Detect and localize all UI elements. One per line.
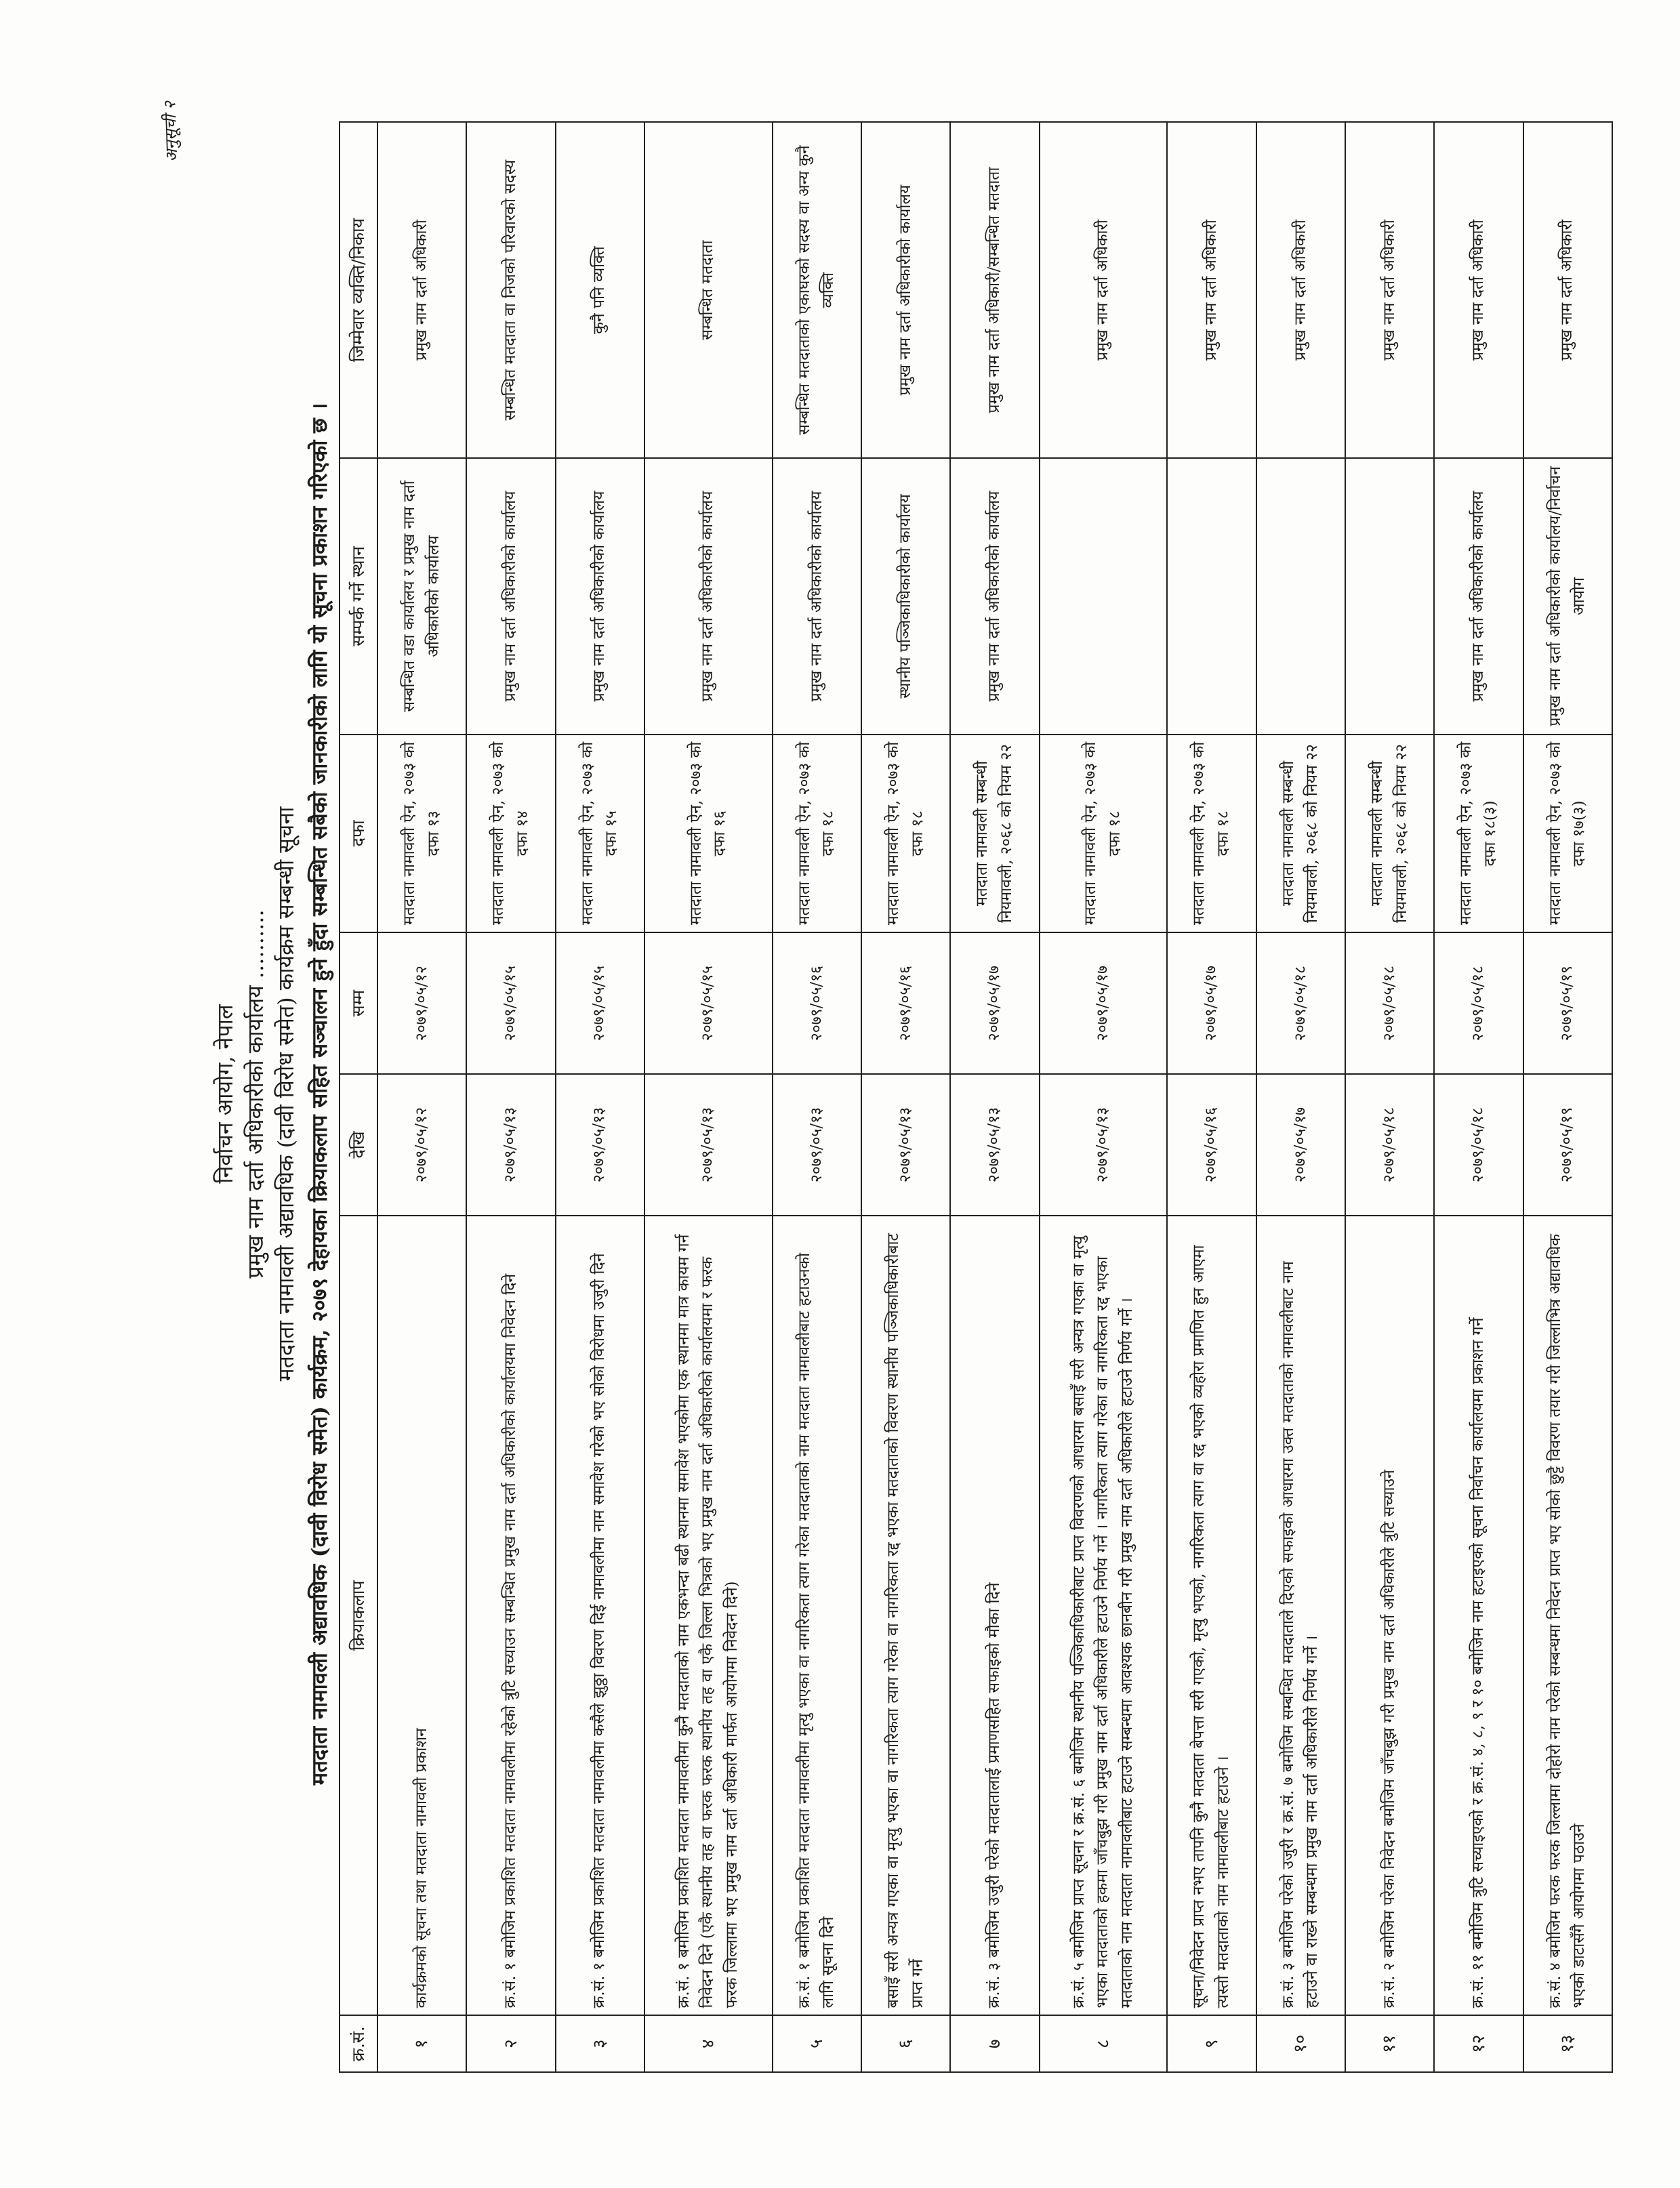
row-sn: ७ [950,2015,1039,2072]
row-to: २०७९/०५/१७ [950,932,1039,1074]
row-from: २०७९/०५/१३ [644,1074,773,1216]
row-contact: प्रमुख नाम दर्ता अधिकारीको कार्यालय [1434,458,1523,734]
row-to: २०७९/०५/१८ [1345,932,1434,1074]
row-responsible: प्रमुख नाम दर्ता अधिकारी [1040,122,1168,458]
table-row [556,122,644,2072]
row-responsible: प्रमुख नाम दर्ता अधिकारी [1434,122,1523,458]
row-sn: १२ [1434,2015,1523,2072]
row-to: २०७९/०५/१६ [861,932,950,1074]
row-to: २०७९/०५/१८ [1434,932,1523,1074]
table-row [377,122,466,2072]
row-from: २०७९/०५/१८ [1345,1074,1434,1216]
row-section: मतदाता नामावली ऐन, २०७३ को दफा १५ [556,735,644,933]
row-section: मतदाता नामावली ऐन, २०७३ को दफा १३ [377,735,466,933]
organization-name: निर्वाचन आयोग, नेपाल [212,1004,238,1184]
header-sn: क्र.सं. [340,2015,377,2072]
row-contact: प्रमुख नाम दर्ता अधिकारीको कार्यालय [950,458,1039,734]
row-activity: क्र.सं. ११ बमोजिम त्रुटि सच्याइएको र क्र.सं. ४, ८, ९ र १० बमोजिम नाम हटाइएको सूचना निर्वाचन कार्यालयमा प्रकाशन गर्ने [1434,1216,1523,2015]
table-row [861,122,950,2072]
row-activity: क्र.सं. ४ बमोजिम फरक फरक जिल्लामा दोहोरो नाम परेको सम्बन्धमा निवेदन प्राप्त भए सोको छुट्टै विवरण तयार गरी जिल्लाभित्र अद्यावधिक भएको डाटासँगै आयोगमा पठाउने [1523,1216,1612,2015]
row-from: २०७९/०५/१७ [1256,1074,1345,1216]
row-section: मतदाता नामावली ऐन, २०७३ को दफा १८ [773,735,861,933]
row-to: २०७९/०५/१५ [644,932,773,1074]
row-contact: प्रमुख नाम दर्ता अधिकारीको कार्यालय/निर्वाचन आयोग [1523,458,1612,734]
row-from: २०७९/०५/१३ [950,1074,1039,1216]
row-contact: प्रमुख नाम दर्ता अधिकारीको कार्यालय [556,458,644,734]
table-row [1040,122,1168,2072]
table-row [644,122,773,2072]
row-contact: स्थानीय पञ्जिकाधिकारीको कार्यालय [861,458,950,734]
table-row [1345,122,1434,2072]
table-row [950,122,1039,2072]
row-responsible: प्रमुख नाम दर्ता अधिकारी [1256,122,1345,458]
row-section: मतदाता नामावली ऐन, २०७३ को दफा १८ [1167,735,1256,933]
row-section: मतदाता नामावली ऐन, २०७३ को दफा १४ [466,735,555,933]
header-activity: क्रियाकलाप [340,1216,377,2015]
row-responsible: सम्बन्धित मतदाताको एकाघरको सदस्य वा अन्य कुनै व्यक्ति [773,122,861,458]
header-section: दफा [340,735,377,933]
row-to: २०७९/०५/१५ [466,932,555,1074]
row-to: २०७९/०५/१५ [556,932,644,1074]
row-activity: सूचना/निवेदन प्राप्त नभए तापनि कुनै मतदाता बेपत्ता सरी गएको, मृत्यु भएको, नागरिकता त्याग वा रद्द भएको व्यहोरा प्रमाणित हुन आएमा त्यस्तो मतदाताको नाम नामावलीबाट हटाउने । [1167,1216,1256,2015]
row-sn: ६ [861,2015,950,2072]
row-activity: क्र.सं. १ बमोजिम प्रकाशित मतदाता नामावलीमा कुनै मतदाताको नाम एकभन्दा बढी स्थानमा समावेश भएकोमा एक स्थानमा मात्र कायम गर्न निवेदन दिने (एकै स्थानीय तह वा फरक फरक स्थानीय तह वा एकै जिल्ला भित्रको भए प्रमुख नाम दर्ता अधिकारीको कार्यालयमा र फरक फरक जिल्लामा भए प्रमुख नाम दर्ता अधिकारी मार्फत आयोगमा निवेदन दिने) [644,1216,773,2015]
row-activity: क्र.सं. ३ बमोजिम परेको उजुरी र क्र.सं. ७ बमोजिम सम्बन्धित मतदाताले दिएको सफाइको आधारमा उक्त मतदाताको नामावलीबाट नाम हटाउने वा राख्ने सम्बन्धमा प्रमुख नाम दर्ता अधिकारीले निर्णय गर्ने । [1256,1216,1345,2015]
row-responsible: प्रमुख नाम दर्ता अधिकारीको कार्यालय [861,122,950,458]
schedule-table [339,121,1613,2073]
row-contact: प्रमुख नाम दर्ता अधिकारीको कार्यालय [773,458,861,734]
row-contact: सम्बन्धित वडा कार्यालय र प्रमुख नाम दर्ता अधिकारीको कार्यालय [377,458,466,734]
row-section: मतदाता नामावली ऐन, २०७३ को दफा १७(३) [1523,735,1612,933]
row-responsible: कुनै पनि व्यक्ति [556,122,644,458]
row-sn: ५ [773,2015,861,2072]
row-to: २०७९/०५/१९ [1523,932,1612,1074]
table-row [1434,122,1523,2072]
row-from: २०७९/०५/१३ [556,1074,644,1216]
row-responsible: प्रमुख नाम दर्ता अधिकारी [377,122,466,458]
row-contact [1345,458,1434,734]
row-from: २०७९/०५/१३ [1040,1074,1168,1216]
row-from: २०७९/०५/१३ [773,1074,861,1216]
table-header-row [340,122,377,2072]
table-row [1167,122,1256,2072]
office-name: प्रमुख नाम दर्ता अधिकारीको कार्यालय .......... [243,909,268,1279]
row-sn: ३ [556,2015,644,2072]
table-row [1523,122,1612,2072]
row-sn: १० [1256,2015,1345,2072]
row-contact [1256,458,1345,734]
row-responsible: प्रमुख नाम दर्ता अधिकारी [1523,122,1612,458]
row-activity: क्र.सं. १ बमोजिम प्रकाशित मतदाता नामावलीमा कसैले झुठ्ठा विवरण दिई नामावलीमा नाम समावेश गरेको भए सोको विरोधमा उजुरी दिने [556,1216,644,2015]
row-section: मतदाता नामावली ऐन, २०७३ को दफा १८ [1040,735,1168,933]
row-from: २०७९/०५/१८ [1434,1074,1523,1216]
row-activity: कार्यक्रमको सूचना तथा मतदाता नामावली प्रकाशन [377,1216,466,2015]
row-to: २०७९/०५/१७ [1040,932,1168,1074]
row-section: मतदाता नामावली ऐन, २०७३ को दफा १८(३) [1434,735,1523,933]
row-responsible: सम्बन्धित मतदाता वा निजको परिवारको सदस्य [466,122,555,458]
row-to: २०७९/०५/१२ [377,932,466,1074]
row-to: २०७९/०५/१६ [773,932,861,1074]
row-sn: ८ [1040,2015,1168,2072]
row-section: मतदाता नामावली सम्बन्धी नियमावली, २०६८ को नियम २२ [950,735,1039,933]
row-sn: ४ [644,2015,773,2072]
header-responsible: जिम्मेवार व्यक्ति/निकाय [340,122,377,458]
row-to: २०७९/०५/१८ [1256,932,1345,1074]
row-contact [1040,458,1168,734]
row-section: मतदाता नामावली सम्बन्धी नियमावली, २०६८ को नियम २२ [1345,735,1434,933]
row-activity: बसाइँ सरी अन्यत्र गएका वा मृत्यु भएका वा नागरिकता त्याग गरेका वा नागरिकता रद्द भएका मतदाताको विवरण स्थानीय पञ्जिकाधिकारीबाट प्राप्त गर्ने [861,1216,950,2015]
annex-label: अनुसूची २ [160,101,182,163]
row-activity: क्र.सं. १ बमोजिम प्रकाशित मतदाता नामावलीमा रहेको त्रुटि सच्याउन सम्बन्धित प्रमुख नाम दर्ता अधिकारीको कार्यालयमा निवेदन दिने [466,1216,555,2015]
row-sn: ११ [1345,2015,1434,2072]
intro-notice: मतदाता नामावली अद्यावधिक (दावी विरोध समेत) कार्यक्रम, २०७९ देहायका क्रियाकलाप सहित सञ्चालन हुने हुँदा सम्बन्धित सबैको जानकारीको लागि यो सूचना प्रकाशन गरिएको छ । [308,402,332,1786]
row-activity: क्र.सं. १ बमोजिम प्रकाशित मतदाता नामावलीमा मृत्यु भएका वा नागरिकता त्याग गरेका मतदाताको नाम मतदाता नामावलीबाट हटाउनको लागि सूचना दिने [773,1216,861,2015]
row-responsible: प्रमुख नाम दर्ता अधिकारी/सम्बन्धित मतदाता [950,122,1039,458]
row-from: २०७९/०५/१६ [1167,1074,1256,1216]
table-row [466,122,555,2072]
row-sn: २ [466,2015,555,2072]
row-section: मतदाता नामावली ऐन, २०७३ को दफा १६ [644,735,773,933]
row-activity: क्र.सं. ३ बमोजिम उजुरी परेको मतदातालाई प्रमाणसहित सफाइको मौका दिने [950,1216,1039,2015]
row-sn: १ [377,2015,466,2072]
row-contact [1167,458,1256,734]
header-from: देखि [340,1074,377,1216]
row-section: मतदाता नामावली सम्बन्धी नियमावली, २०६८ को नियम २२ [1256,735,1345,933]
table-row [1256,122,1345,2072]
row-responsible: प्रमुख नाम दर्ता अधिकारी [1345,122,1434,458]
header-to: सम्म [340,932,377,1074]
row-section: मतदाता नामावली ऐन, २०७३ को दफा १८ [861,735,950,933]
row-activity: क्र.सं. ५ बमोजिम प्राप्त सूचना र क्र.सं. ६ बमोजिम स्थानीय पञ्जिकाधिकारीबाट प्राप्त विवरणको आधारमा बसाइँ सरी अन्यत्र गएका वा मृत्यु भएका मतदाताको हकमा जाँचबुझ गरी प्रमुख नाम दर्ता अधिकारीले हटाउने निर्णय गर्ने । नागरिकता त्याग गरेका वा नागरिकता रद्द भएका मतदाताको नाम मतदाता नामावलीबाट हटाउने सम्बन्धमा आवश्यक छानबीन गरी प्रमुख नाम दर्ता अधिकारीले हटाउने निर्णय गर्ने । [1040,1216,1168,2015]
table-row [773,122,861,2072]
header-contact: सम्पर्क गर्ने स्थान [340,458,377,734]
row-from: २०७९/०५/१२ [377,1074,466,1216]
row-from: २०७९/०५/१३ [466,1074,555,1216]
row-to: २०७९/०५/१७ [1167,932,1256,1074]
row-contact: प्रमुख नाम दर्ता अधिकारीको कार्यालय [466,458,555,734]
programme-title: मतदाता नामावली अद्यावधिक (दावी विरोध समेत) कार्यक्रम सम्बन्धी सूचना [273,806,299,1382]
row-from: २०७९/०५/१९ [1523,1074,1612,1216]
row-sn: १३ [1523,2015,1612,2072]
row-responsible: सम्बन्धित मतदाता [644,122,773,458]
row-sn: ९ [1167,2015,1256,2072]
row-activity: क्र.सं. २ बमोजिम परेका निवेदन बमोजिम जाँचबुझ गरी प्रमुख नाम दर्ता अधिकारीले त्रुटि सच्याउने [1345,1216,1434,2015]
row-responsible: प्रमुख नाम दर्ता अधिकारी [1167,122,1256,458]
row-from: २०७९/०५/१३ [861,1074,950,1216]
row-contact: प्रमुख नाम दर्ता अधिकारीको कार्यालय [644,458,773,734]
